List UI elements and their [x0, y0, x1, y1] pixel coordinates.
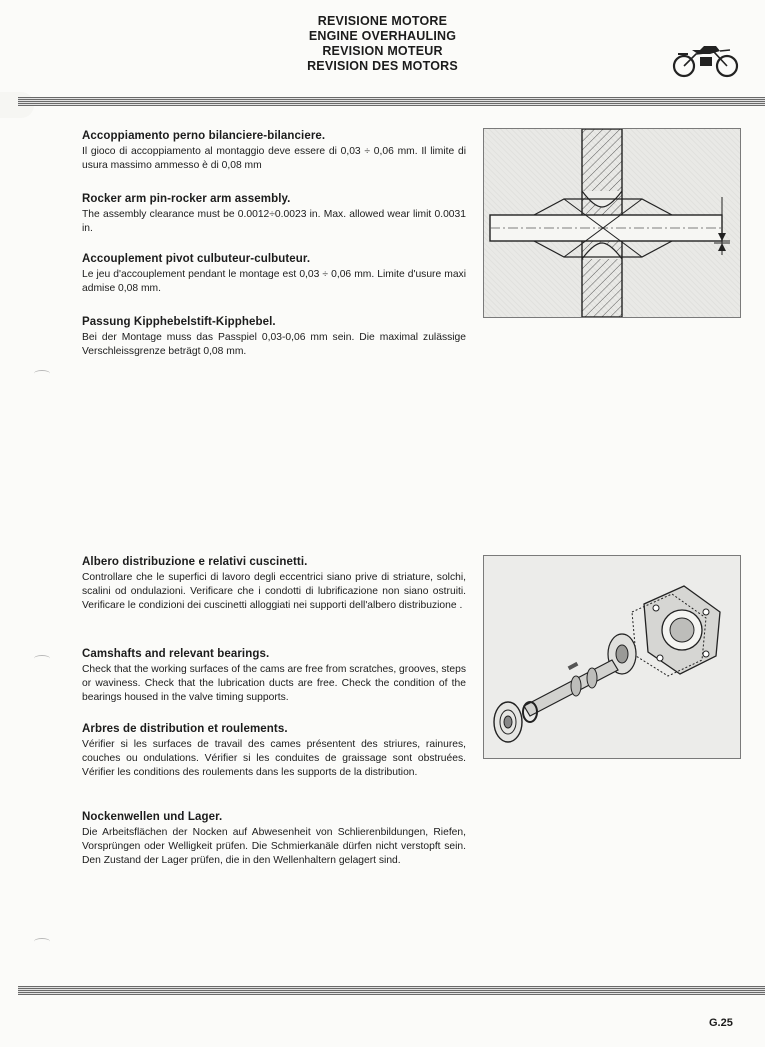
header-title-de: REVISION DES MOTORS — [307, 59, 458, 73]
top-divider — [18, 97, 765, 106]
motorcycle-icon — [670, 42, 742, 78]
section-body: Controllare che le superfici di lavoro degli eccentrici siano prive di striature, solchi, scalini od ondulazioni. Verificare che i condotti di lubrificazione non siano ostruiti. Verificare le condizioni dei cuscinetti alloggiati nei supporti dell'albero distribuzione . — [82, 572, 466, 611]
section-heading: Passung Kipphebelstift-Kipphebel. — [82, 316, 276, 328]
section-body: Le jeu d'accouplement pendant le montage est 0,03 ÷ 0,06 mm. Limite d'usure maxi admise 0,08 mm. — [82, 269, 466, 294]
section-body: Bei der Montage muss das Passpiel 0,03-0,06 mm sein. Die maximal zulässige Verschleissgrenze beträgt 0,08 mm. — [82, 332, 466, 357]
margin-mark — [34, 655, 50, 662]
camshaft-section-fr — [82, 723, 466, 780]
rocker-section-it — [82, 130, 466, 173]
header-title-fr: REVISION MOTEUR — [322, 44, 443, 58]
section-heading: Nockenwellen und Lager. — [82, 811, 223, 823]
section-body: Il gioco di accoppiamento al montaggio deve essere di 0,03 ÷ 0,06 mm. Il limite di usura massimo ammesso è di 0,08 mm — [82, 146, 466, 171]
section-heading: Rocker arm pin-rocker arm assembly. — [82, 193, 291, 205]
rocker-section-en — [82, 193, 466, 236]
page-number: G.25 — [709, 1017, 733, 1029]
camshaft-section-en — [82, 648, 466, 705]
header-title-it: REVISIONE MOTORE — [317, 14, 448, 28]
section-heading: Camshafts and relevant bearings. — [82, 648, 270, 660]
section-heading: Arbres de distribution et roulements. — [82, 723, 288, 735]
rocker-section-fr — [82, 253, 466, 296]
section-heading: Accouplement pivot culbuteur-culbuteur. — [82, 253, 311, 265]
section-body: Vérifier si les surfaces de travail des cames présentent des striures, rainures, couches ou ondulations. Vérifier si les conduites de graissage sont obstruées. Vérifier les conditions des roulements dans les supports de la distribution. — [82, 739, 466, 778]
camshaft-section-de — [82, 811, 466, 868]
section-heading: Accoppiamento perno bilanciere-bilanciere. — [82, 130, 326, 142]
margin-mark — [34, 938, 50, 945]
page-header — [200, 14, 565, 74]
rocker-section-de — [82, 316, 466, 359]
camshaft-exploded-figure — [483, 555, 741, 759]
bottom-divider — [18, 986, 765, 995]
rocker-arm-pin-figure — [483, 128, 741, 318]
section-body: Check that the working surfaces of the cams are free from scratches, grooves, steps or waviness. Check that the lubrication ducts are free. Check the condition of the bearings housed in the valve timing supports. — [82, 664, 467, 703]
camshaft-section-it — [82, 556, 466, 613]
section-heading: Albero distribuzione e relativi cuscinetti. — [82, 556, 308, 568]
header-title-en: ENGINE OVERHAULING — [308, 29, 457, 43]
margin-mark — [34, 370, 50, 377]
section-body: The assembly clearance must be 0.0012÷0.0023 in. Max. allowed wear limit 0.0031 in. — [82, 209, 466, 234]
section-body: Die Arbeitsflächen der Nocken auf Abwesenheit von Schlierenbildungen, Riefen, Vorsprüngen oder Welligkeit prüfen. Die Schmierkanäle dürfen nicht verstopft sein. Den Zustand der Lager prüfen, die in den Wellenhaltern gelagert sind. — [82, 827, 466, 866]
